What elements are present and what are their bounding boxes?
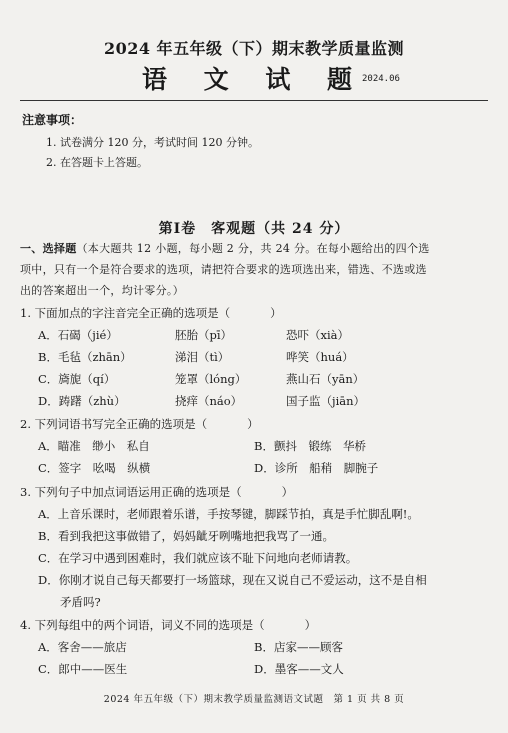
exam-date: 2024.06 bbox=[362, 74, 400, 84]
section-intro-line-3: 出的答案超出一个，均计零分。） bbox=[20, 284, 184, 297]
q1-option-a-3: 恐吓（xià） bbox=[286, 328, 350, 342]
q1-option-d-1: D．踌躇（zhù） bbox=[38, 394, 126, 408]
q1-option-a-2: 胚胎（pī） bbox=[175, 328, 233, 342]
q1-option-b-3: 哗笑（huá） bbox=[286, 350, 354, 364]
q2-option-a: A．瞄准 缈小 私自 bbox=[38, 439, 150, 453]
header-divider bbox=[20, 100, 488, 101]
q3-option-b: B．看到我把这事做错了，妈妈龇牙咧嘴地把我骂了一通。 bbox=[38, 529, 334, 543]
q3-option-a: A．上音乐课时，老师跟着乐谱，手按琴键，脚踩节拍，真是手忙脚乱啊!。 bbox=[38, 507, 419, 521]
volume-title: 第Ⅰ卷 客观题（共 24 分） bbox=[158, 221, 350, 237]
notice-heading: 注意事项： bbox=[22, 113, 83, 127]
q1-option-c-1: C．旖旎（qí） bbox=[38, 372, 116, 386]
q1-option-c-2: 笼罩（lóng） bbox=[175, 372, 247, 386]
q3-option-d-continued: 矛盾吗? bbox=[60, 595, 101, 609]
q4-option-c: C．郎中——医生 bbox=[38, 662, 128, 676]
subject-title: 语 文 试 题 bbox=[141, 65, 367, 94]
q4-option-d: D．墨客——文人 bbox=[254, 662, 344, 676]
q1-option-b-1: B．毛毡（zhān） bbox=[38, 350, 132, 364]
exam-title: 2024 年五年级（下）期末教学质量监测 bbox=[103, 39, 405, 58]
question-4-stem: 4. 下列每组中的两个词语，词义不同的选项是（ ） bbox=[20, 618, 317, 632]
q4-option-b: B．店家——顾客 bbox=[254, 640, 343, 654]
q2-option-d: D．诊所 船稍 脚腕子 bbox=[254, 461, 379, 475]
section-intro-text: （本大题共 12 小题，每小题 2 分，共 24 分。在每小题给出的四个选 bbox=[76, 242, 430, 255]
section-label: 一、选择题 bbox=[20, 242, 77, 255]
q3-option-d: D．你刚才说自己每天都要打一场篮球，现在又说自己不爱运动，这不是自相 bbox=[38, 573, 427, 587]
q2-option-b: B．颤抖 锻练 华桥 bbox=[254, 439, 366, 453]
question-3-stem: 3. 下列句子中加点词语运用正确的选项是（ ） bbox=[20, 485, 294, 499]
q3-option-c: C．在学习中遇到困难时，我们就应该不耻下问地向老师请教。 bbox=[38, 551, 358, 565]
q1-option-d-3: 国子监（jiān） bbox=[286, 394, 366, 408]
notice-item: 2. 在答题卡上答题。 bbox=[46, 156, 148, 169]
q1-option-b-2: 涕泪（tì） bbox=[175, 350, 230, 364]
q1-option-a-1: A．石碣（jié） bbox=[38, 328, 118, 342]
question-2-stem: 2. 下列词语书写完全正确的选项是（ ） bbox=[20, 417, 259, 431]
q1-option-d-2: 挠痒（náo） bbox=[175, 394, 243, 408]
q4-option-a: A．客舍——旅店 bbox=[38, 640, 127, 654]
q2-option-c: C．签字 吆喝 纵横 bbox=[38, 461, 151, 475]
page-footer: 2024 年五年级（下）期末教学质量监测语文试题 第 1 页 共 8 页 bbox=[103, 694, 405, 705]
q1-option-c-3: 燕山石（yān） bbox=[286, 372, 365, 386]
section-intro-line-1 bbox=[20, 240, 430, 256]
question-1-stem: 1. 下面加点的字注音完全正确的选项是（ ） bbox=[20, 306, 282, 320]
section-intro-line-2: 项中，只有一个是符合要求的选项，请把符合要求的选项选出来，错选、不选或选 bbox=[20, 263, 427, 276]
notice-item: 1. 试卷满分 120 分，考试时间 120 分钟。 bbox=[46, 136, 259, 149]
